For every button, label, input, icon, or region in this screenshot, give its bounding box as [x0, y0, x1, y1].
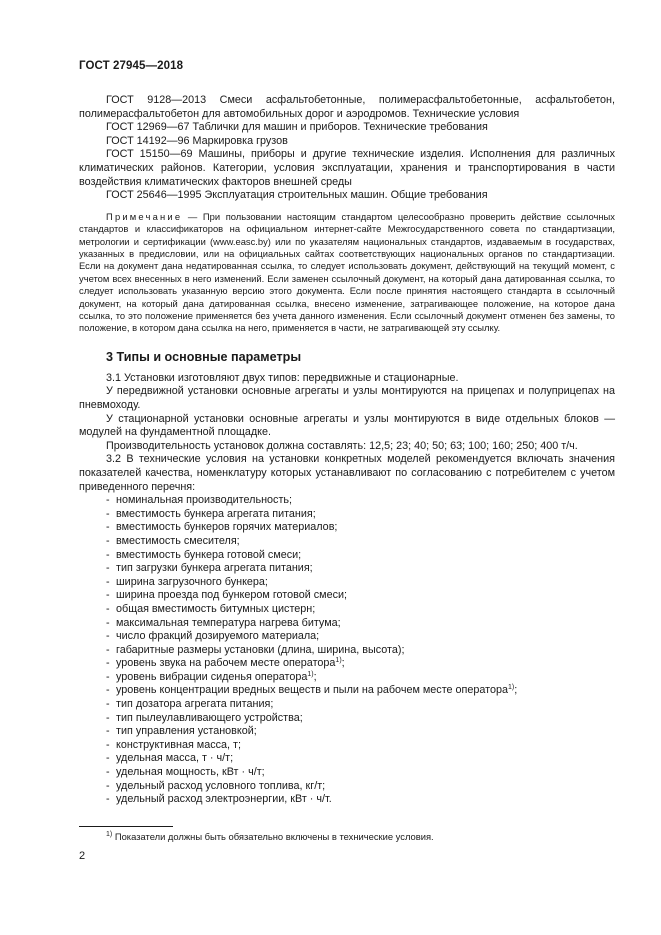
paragraph-mobile: У передвижной установки основные агрегаты и узлы монтируются на прицепах и полуприцепах на пневмоходу. — [79, 385, 615, 411]
list-item: - удельный расход условного топлива, кг/т; — [106, 779, 326, 792]
list-dash: - — [106, 766, 110, 779]
list-dash: - — [106, 562, 110, 575]
paragraph-capacity: Производительность установок должна составлять: 12,5; 23; 40; 50; 63; 100; 160; 250; 400 т/ч. — [106, 439, 578, 452]
list-item: - тип дозатора агрегата питания; — [106, 698, 274, 711]
list-item: - уровень вибрации сиденья оператора$^{1)}$; — [106, 670, 317, 683]
list-item: - вместимость бункеров горячих материалов; — [106, 521, 338, 534]
list-dash: - — [106, 589, 110, 602]
reference-item: ГОСТ 14192—96 Маркировка грузов — [106, 134, 288, 147]
page-number: 2 — [79, 850, 86, 862]
list-item: - уровень концентрации вредных веществ и пыли на рабочем месте оператора$^{1)}$; — [106, 684, 518, 697]
list-dash: - — [106, 575, 110, 588]
footnote-mark: 1) — [106, 831, 113, 838]
list-item: - тип пылеулавливающего устройства; — [106, 711, 303, 724]
footnote-text: Показатели должны быть обязательно включены в технические условия. — [114, 831, 434, 842]
list-dash: - — [106, 779, 110, 792]
list-item: - тип управления установкой; — [106, 725, 257, 738]
list-dash: - — [106, 534, 110, 547]
list-dash: - — [106, 670, 110, 683]
note-text: При пользовании настоящим стандартом целесообразно проверить действие ссылочных стандартов и классификаторов на официальном интернет-сайте Межгосударственного совета по стандартизации, метрологии и сертификации (www.easc.by) или по указателям национальных стандартов, издаваемым в государствах, указанных в предисловии, или на официальных сайтах соответствующих национальных органов по стандартизации. Если на документ дана недатированная ссылка, то следует использовать документ, действующий на текущий момент, с учетом всех внесенных в него изменений. Если заменен ссылочный документ, на который дана датированная ссылка, то следует использовать указанную версию этого документа. Если после принятия настоящего стандарта в ссылочный документ, на который дана датированная ссылка, внесено изменение, затрагивающее положение, на которое дана ссылка, то это положение применяется без учета данного изменения. Если ссылочный документ отменен без замены, то положение, в котором дана ссылка на него, применяется в части, не затрагивающей эту ссылку. — [79, 210, 615, 334]
list-item: - ширина проезда под бункером готовой смеси; — [106, 589, 348, 602]
list-dash: - — [106, 698, 110, 711]
list-item: - максимальная температура нагрева битума; — [106, 616, 341, 629]
list-dash: - — [106, 602, 110, 615]
note-label: Примечание — [106, 210, 183, 222]
list-dash: - — [106, 711, 110, 724]
note-dash: — — [187, 210, 198, 222]
reference-item: ГОСТ 15150—69 Машины, приборы и другие технические изделия. Исполнения для различных климатических районов. Категории, условия эксплуатации, хранения и транспортирования в части воздействия климатических факторов внешней среды — [79, 148, 615, 188]
list-dash: - — [106, 507, 110, 520]
list-item: - удельная масса, т · ч/т; — [106, 752, 234, 765]
list-dash: - — [106, 738, 110, 751]
list-item: - тип загрузки бункера агрегата питания; — [106, 562, 313, 575]
section-heading: 3 Типы и основные параметры — [106, 349, 302, 364]
footnote-ref: 1) — [335, 657, 342, 665]
list-item: - удельная мощность, кВт · ч/т; — [106, 766, 265, 779]
list-dash: - — [106, 793, 110, 806]
document-body — [79, 94, 615, 807]
list-item: - габаритные размеры установки (длина, ширина, высота); — [106, 643, 405, 656]
list-item: - вместимость смесителя; — [106, 534, 240, 547]
list-dash: - — [106, 616, 110, 629]
list-item: - ширина загрузочного бункера; — [106, 575, 268, 588]
list-item: - удельный расход электроэнергии, кВт · ч/т. — [106, 793, 332, 806]
paragraph-3-1: 3.1 Установки изготовляют двух типов: передвижные и стационарные. — [106, 371, 459, 384]
footnote-ref: 1) — [307, 670, 314, 678]
footnote-ref: 1) — [508, 684, 515, 692]
document-header: ГОСТ 27945—2018 — [79, 60, 184, 72]
paragraph-stationary: У стационарной установки основные агрегаты и узлы монтируются в виде отдельных блоков — модулей на фундаментной площадке. — [79, 412, 615, 439]
list-dash: - — [106, 752, 110, 765]
list-dash: - — [106, 725, 110, 738]
list-dash: - — [106, 684, 110, 697]
note-paragraph — [79, 211, 615, 335]
reference-item: ГОСТ 12969—67 Таблички для машин и приборов. Технические требования — [106, 121, 488, 134]
list-item: - вместимость бункера агрегата питания; — [106, 507, 316, 520]
list-dash: - — [106, 643, 110, 656]
reference-item: ГОСТ 9128—2013 Смеси асфальтобетонные, полимерасфальтобетонные, асфальтобетон, полимерасфальтобетон для автомобильных дорог и аэродромов. Технические условия — [79, 94, 615, 120]
footnote-divider — [79, 826, 173, 827]
list-dash: - — [106, 630, 110, 643]
list-dash: - — [106, 521, 110, 534]
list-dash: - — [106, 548, 110, 561]
reference-item: ГОСТ 25646—1995 Эксплуатация строительных машин. Общие требования — [106, 189, 488, 202]
list-dash: - — [106, 494, 110, 507]
list-dash: - — [106, 657, 110, 670]
paragraph-3-2: 3.2 В технические условия на установки конкретных моделей рекомендуется включать значения показателей качества, номенклатуру которых устанавливают по согласованию с потребителем с учетом приведенного перечня: — [79, 453, 615, 493]
parameters-list — [79, 494, 615, 807]
list-item: - вместимость бункера готовой смеси; — [106, 548, 302, 561]
footnote — [106, 831, 434, 842]
list-item: - номинальная производительность; — [106, 494, 293, 507]
list-item: - уровень звука на рабочем месте оператора$^{1)}$; — [106, 657, 345, 670]
list-item: - число фракций дозируемого материала; — [106, 630, 320, 643]
list-item: - конструктивная масса, т; — [106, 738, 241, 751]
list-item: - общая вместимость битумных цистерн; — [106, 602, 316, 615]
